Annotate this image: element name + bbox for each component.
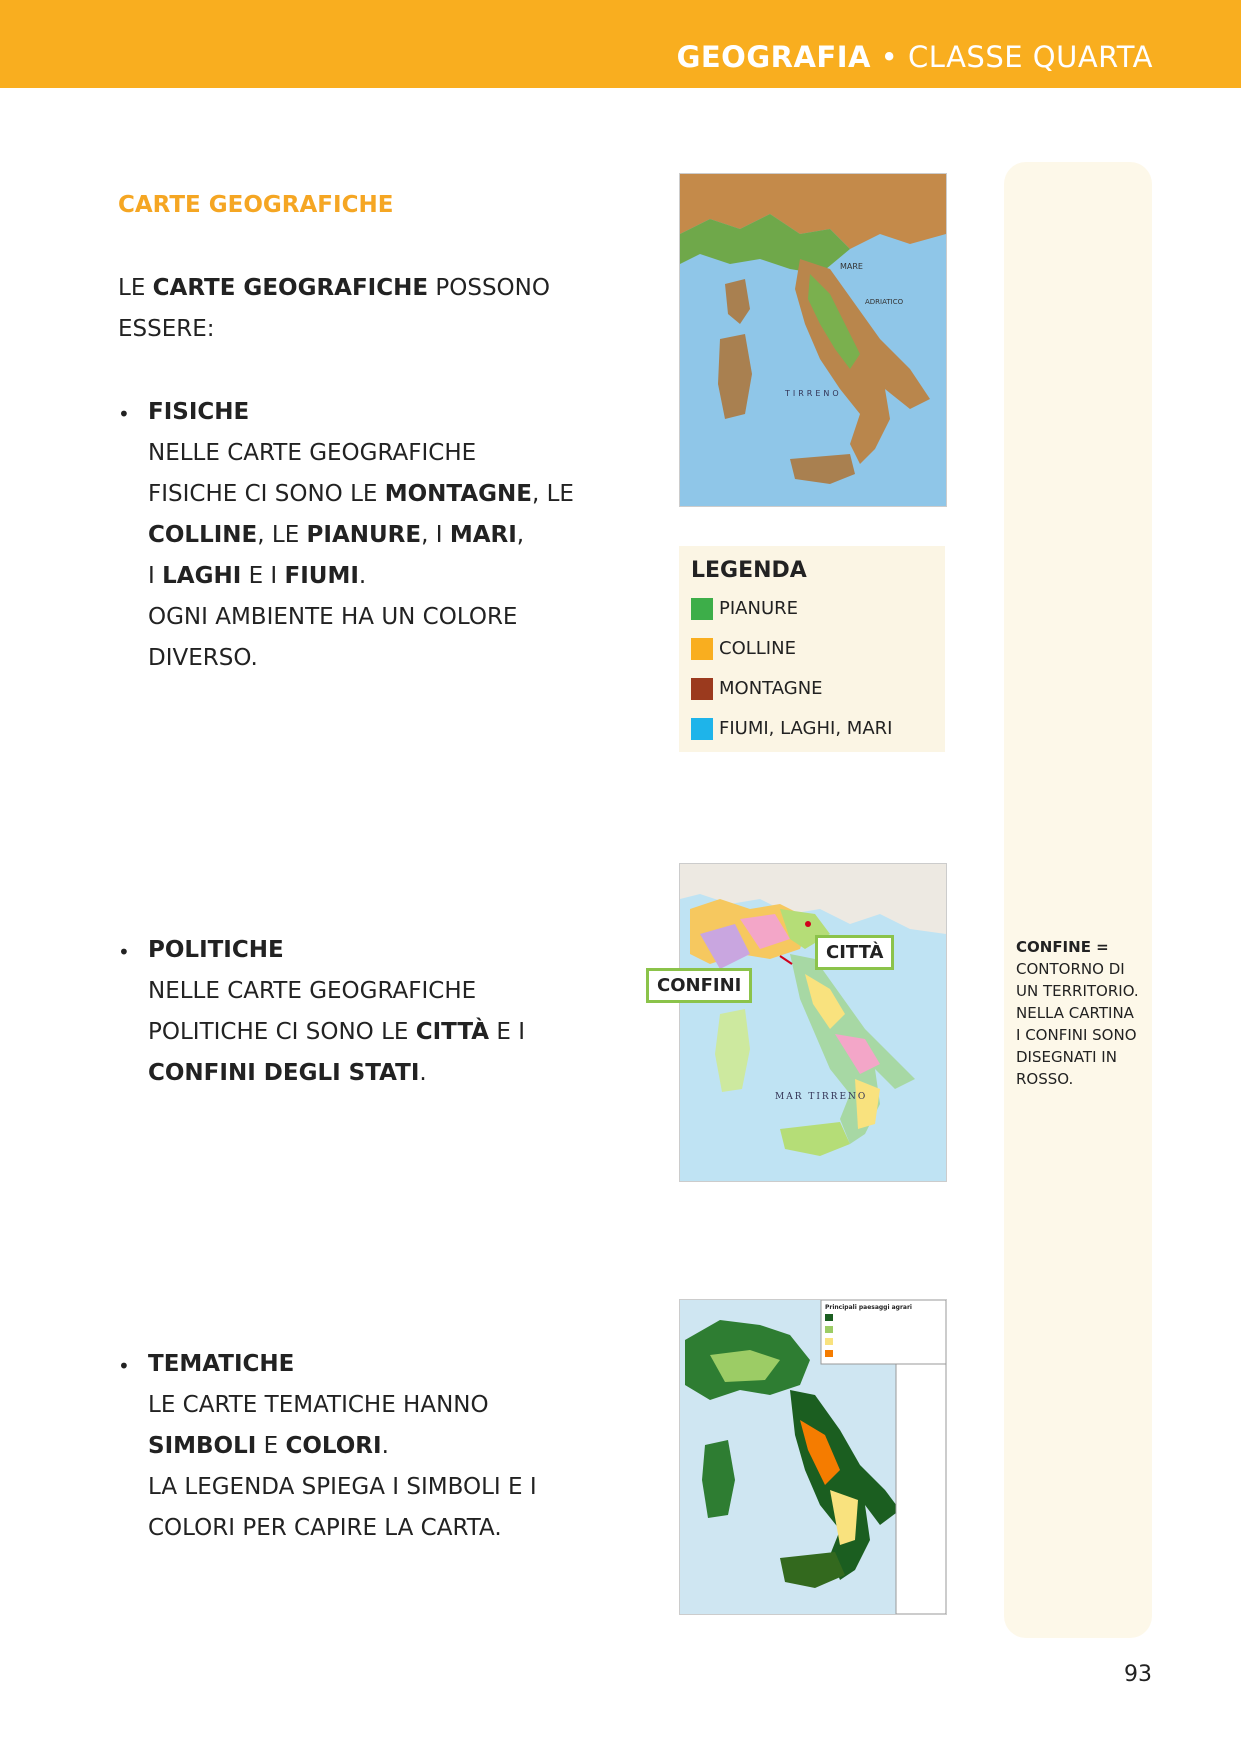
bold-text: FIUMI (284, 563, 359, 589)
citta-label: CITTÀ (815, 935, 894, 970)
note-line: NELLA CARTINA (1016, 1004, 1134, 1022)
subject-label: GEOGRAFIA (676, 40, 871, 74)
legend-label: FIUMI, LAGHI, MARI (719, 718, 893, 739)
fisiche-heading-text: FISICHE (148, 399, 250, 425)
side-notes-panel (1004, 162, 1152, 1638)
bullet: • (118, 402, 130, 426)
note-line: UN TERRITORIO. (1016, 982, 1139, 1000)
bold-text: CITTÀ (415, 1019, 490, 1045)
politiche-line-3 (148, 1053, 427, 1094)
fisiche-line-4 (148, 556, 366, 597)
political-map (679, 863, 947, 1182)
legend-item-acque (691, 718, 892, 742)
map-label-tirreno: TIRRENO (785, 389, 842, 398)
politiche-line-1: NELLE CARTE GEOGRAFICHE (148, 978, 477, 1004)
legend-box (679, 546, 945, 752)
note-line: I CONFINI SONO (1016, 1026, 1137, 1044)
text: , I (421, 522, 450, 548)
fisiche-line-1: NELLE CARTE GEOGRAFICHE (148, 440, 477, 466)
note-term: CONFINE = (1016, 938, 1109, 956)
thematic-legend-title: Principali paesaggi agrari (825, 1304, 912, 1311)
bullet: • (118, 1354, 130, 1378)
legend-item-montagne (691, 678, 823, 702)
map-label-mar-tirreno: MAR TIRRENO (775, 1092, 868, 1102)
green-swatch (691, 598, 713, 620)
text: E I (241, 563, 285, 589)
intro-pre: LE (118, 275, 153, 301)
bold-text: MARI (449, 522, 517, 548)
politiche-heading-text: POLITICHE (148, 937, 284, 963)
legend-item-pianure (691, 598, 798, 622)
politiche-heading (148, 930, 284, 971)
fisiche-line-6: DIVERSO. (148, 645, 258, 671)
header-title (677, 40, 1153, 74)
blue-swatch (691, 718, 713, 740)
header-bar (0, 0, 1241, 88)
text: . (381, 1433, 389, 1459)
text: E I (489, 1019, 526, 1045)
bold-text: CONFINI DEGLI STATI (148, 1060, 420, 1086)
section-title: CARTE GEOGRAFICHE (118, 192, 394, 218)
bold-text: MONTAGNE (384, 481, 532, 507)
physical-map-image (680, 174, 946, 506)
fisiche-line-5: OGNI AMBIENTE HA UN COLORE (148, 604, 518, 630)
orange-swatch (691, 638, 713, 660)
thematic-map (679, 1299, 947, 1615)
text: , (516, 522, 525, 548)
header-separator: • (880, 40, 899, 74)
fisiche-heading (148, 392, 249, 433)
thematic-map-image (680, 1300, 946, 1614)
political-map-image (680, 864, 946, 1181)
tematiche-line-4: COLORI PER CAPIRE LA CARTA. (148, 1515, 502, 1541)
confini-label: CONFINI (646, 968, 752, 1003)
text: . (358, 563, 367, 589)
tematiche-line-1: LE CARTE TEMATICHE HANNO (148, 1392, 489, 1418)
text: . (419, 1060, 427, 1086)
brown-swatch (691, 678, 713, 700)
bold-text: SIMBOLI (148, 1433, 257, 1459)
intro-line-2: ESSERE: (118, 316, 215, 342)
tematiche-line-2 (148, 1426, 389, 1467)
note-line: CONTORNO DI (1016, 960, 1125, 978)
text: E (256, 1433, 286, 1459)
note-line: DISEGNATI IN (1016, 1048, 1117, 1066)
bold-text: COLLINE (148, 522, 258, 548)
legend-label: COLLINE (719, 638, 796, 659)
text: , LE (257, 522, 307, 548)
legend-item-colline (691, 638, 796, 662)
tematiche-heading (148, 1344, 294, 1385)
intro-line-1 (118, 268, 550, 309)
text: , LE (531, 481, 574, 507)
note-line: ROSSO. (1016, 1070, 1074, 1088)
legend-label: PIANURE (719, 598, 798, 619)
confine-definition-note (1016, 936, 1152, 1090)
bullet: • (118, 940, 130, 964)
intro-post: POSSONO (428, 275, 550, 301)
page-number: 93 (1124, 1662, 1152, 1687)
bold-text: LAGHI (162, 563, 242, 589)
text: FISICHE CI SONO LE (148, 481, 385, 507)
map-label-mare: MARE (840, 262, 863, 271)
text: I (148, 563, 163, 589)
bold-text: PIANURE (306, 522, 422, 548)
politiche-line-2 (148, 1012, 525, 1053)
map-label-adriatico: ADRIATICO (865, 298, 904, 306)
fisiche-line-3 (148, 515, 524, 556)
fisiche-line-2 (148, 474, 574, 515)
text: POLITICHE CI SONO LE (148, 1019, 416, 1045)
intro-bold: CARTE GEOGRAFICHE (152, 275, 429, 301)
physical-map (679, 173, 947, 507)
tematiche-line-3: LA LEGENDA SPIEGA I SIMBOLI E I (148, 1474, 537, 1500)
legend-title: LEGENDA (691, 558, 807, 583)
tematiche-heading-text: TEMATICHE (148, 1351, 295, 1377)
class-label: CLASSE QUARTA (908, 40, 1153, 74)
bold-text: COLORI (285, 1433, 382, 1459)
legend-label: MONTAGNE (719, 678, 823, 699)
